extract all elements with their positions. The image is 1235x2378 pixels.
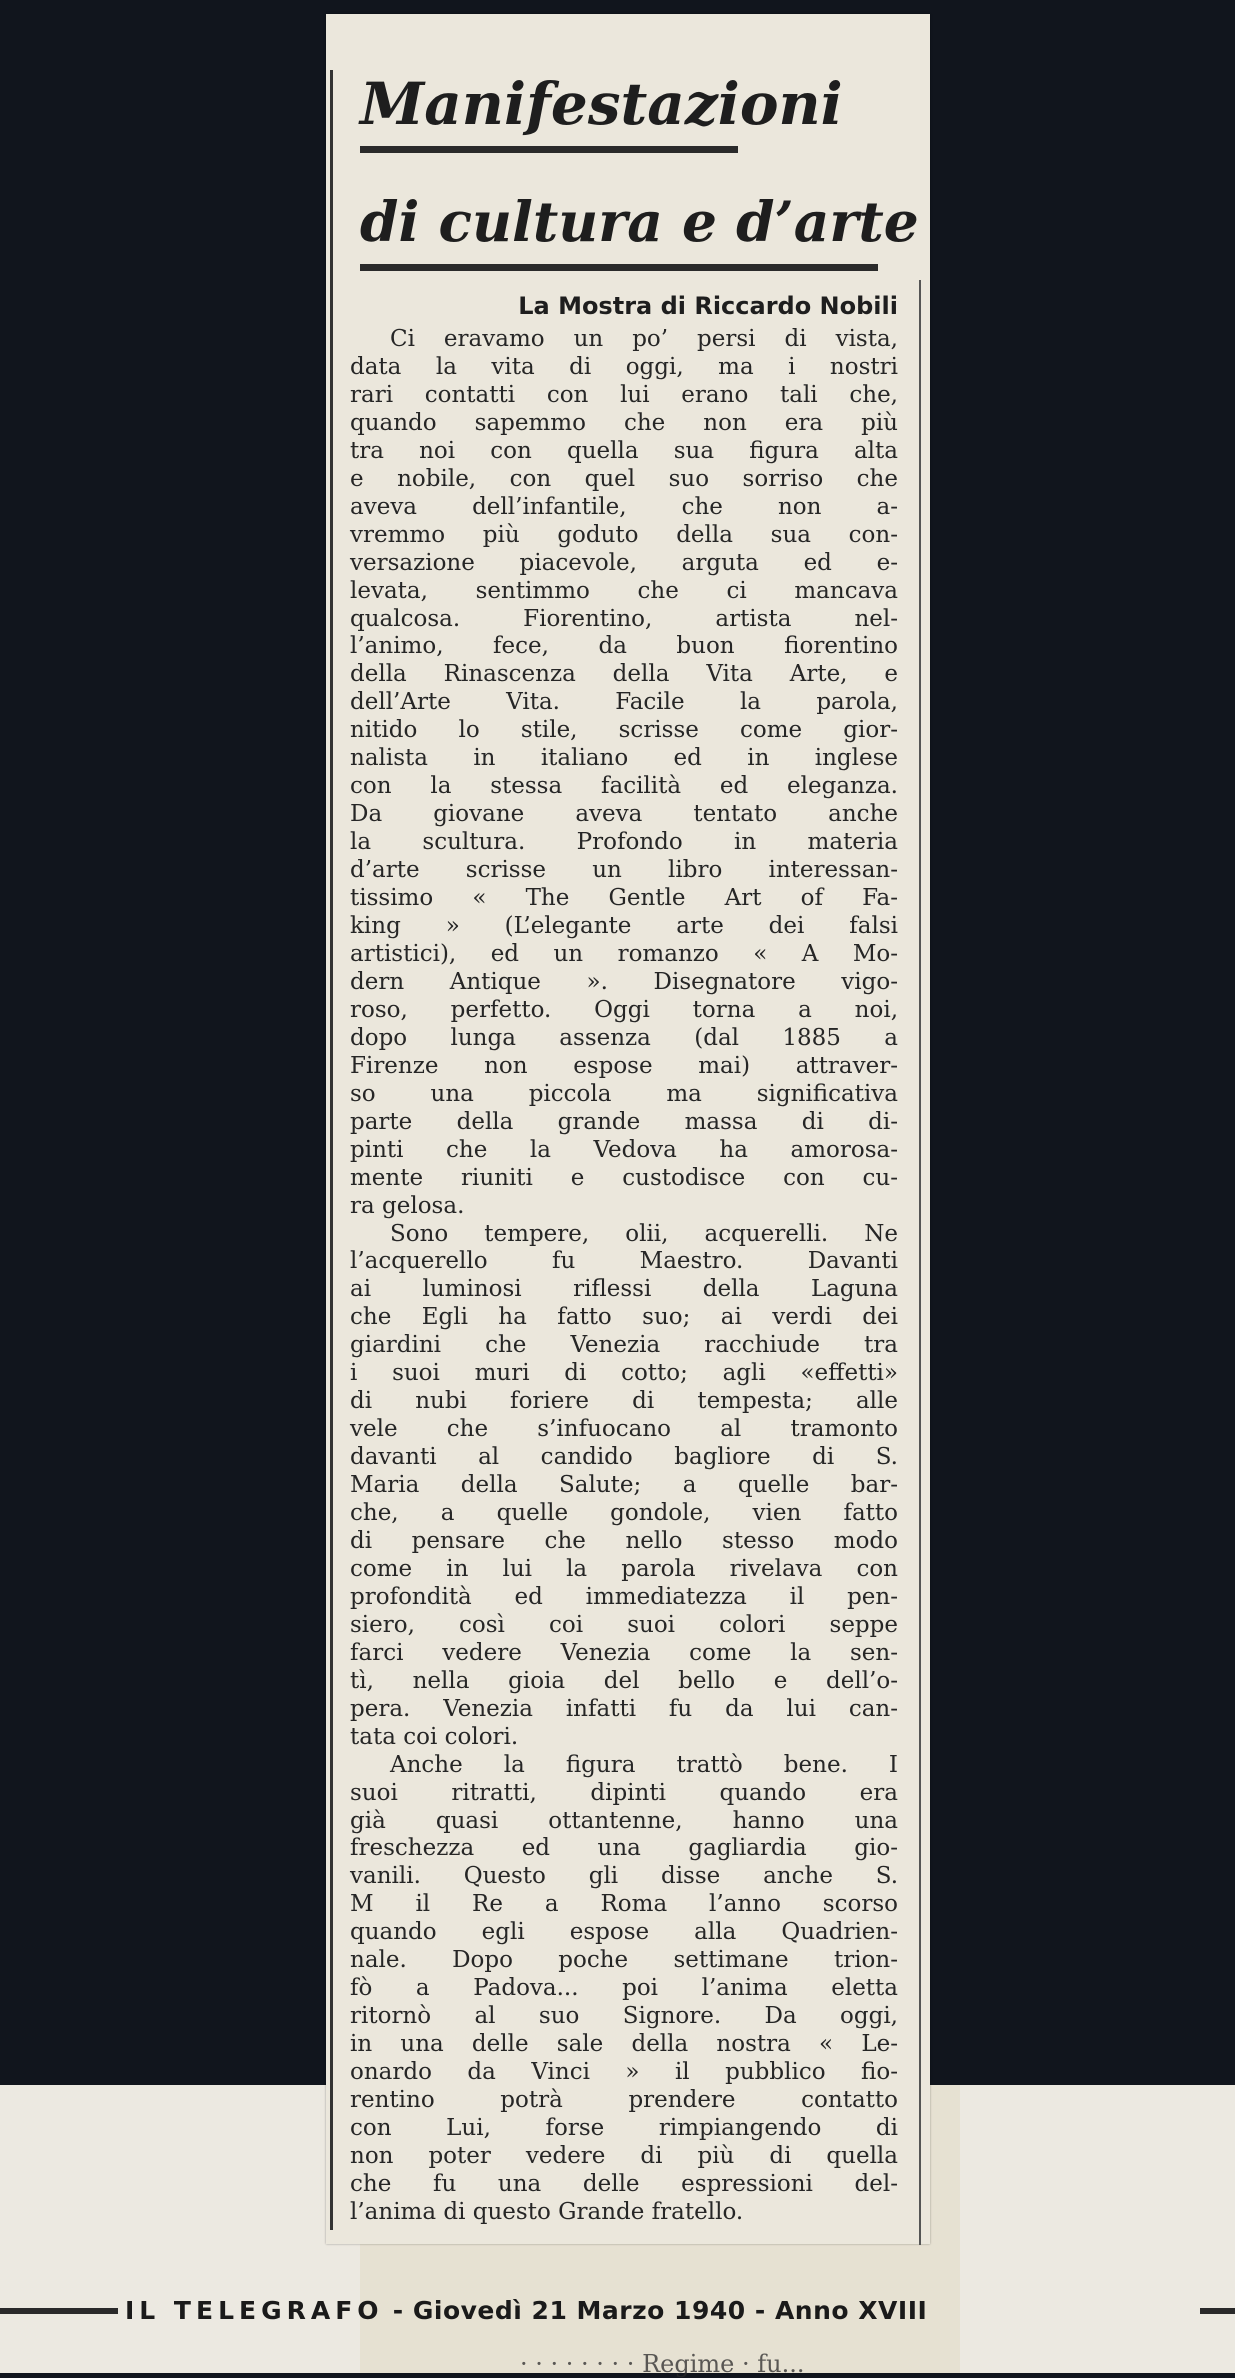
- article-line: ai luminosi riflessi della Laguna: [350, 1276, 898, 1303]
- article-line: dopo lunga assenza (dal 1885 a: [350, 1024, 898, 1051]
- newspaper-year: Anno XVIII: [774, 2296, 928, 2325]
- article-subtitle: La Mostra di Riccardo Nobili: [518, 292, 898, 320]
- article-line: vele che s’infuocano al tramonto: [350, 1416, 898, 1443]
- article-line: l’anima di questo Grande fratello.: [350, 2198, 744, 2225]
- footer-separator: -: [754, 2296, 766, 2325]
- article-line: pinti che la Vedova ha amorosa-: [350, 1136, 898, 1163]
- article-line: già quasi ottantenne, hanno una: [350, 1807, 898, 1834]
- newspaper-footer: [125, 2294, 927, 2328]
- article-line: rari contatti con lui erano tali che,: [350, 381, 898, 408]
- article-line: nalista in italiano ed in inglese: [350, 745, 898, 772]
- article-line: Ci eravamo un po’ persi di vista,: [390, 326, 898, 352]
- article-paragraph: [350, 326, 898, 1221]
- article-line: come in lui la parola rivelava con: [350, 1555, 898, 1582]
- footer-rule-right: [1200, 2308, 1235, 2314]
- article-line: tì, nella gioia del bello e dell’o-: [350, 1667, 898, 1694]
- article-line: artistici), ed un romanzo « A Mo-: [350, 940, 898, 967]
- article-line: mente riuniti e custodisce con cu-: [350, 1164, 898, 1191]
- article-line: levata, sentimmo che ci mancava: [350, 577, 898, 604]
- article-line: suoi ritratti, dipinti quando era: [350, 1779, 898, 1806]
- article-line: siero, così coi suoi colori seppe: [350, 1611, 898, 1638]
- article-line: profondità ed immediatezza il pen-: [350, 1583, 898, 1610]
- article-line: nitido lo stile, scrisse come gior-: [350, 717, 898, 744]
- article-line: ritornò al suo Signore. Da oggi,: [350, 2003, 898, 2030]
- article-line: rentino potrà prendere contatto: [350, 2087, 898, 2114]
- article-line: che, a quelle gondole, vien fatto: [350, 1500, 898, 1527]
- article-line: parte della grande massa di di-: [350, 1108, 898, 1135]
- newspaper-name: IL TELEGRAFO: [125, 2296, 384, 2325]
- article-line: di pensare che nello stesso modo: [350, 1527, 898, 1554]
- article-line: tra noi con quella sua figura alta: [350, 437, 898, 464]
- article-line: che Egli ha fatto suo; ai verdi dei: [350, 1304, 898, 1331]
- article-line: di nubi foriere di tempesta; alle: [350, 1388, 898, 1415]
- article-line: Da giovane aveva tentato anche: [350, 801, 898, 828]
- article-line: della Rinascenza della Vita Arte, e: [350, 661, 898, 688]
- newspaper-date: Giovedì 21 Marzo 1940: [412, 2296, 746, 2325]
- article-body: [350, 326, 898, 2227]
- article-line: quando egli espose alla Quadrien-: [350, 1919, 898, 1946]
- article-line: qualcosa. Fiorentino, artista nel-: [350, 605, 898, 632]
- article-line: Sono tempere, olii, acquerelli. Ne: [390, 1220, 898, 1247]
- article-line: nale. Dopo poche settimane trion-: [350, 1947, 898, 1974]
- article-line: la scultura. Profondo in materia: [350, 829, 898, 856]
- article-line: con la stessa facilità ed eleganza.: [350, 773, 898, 800]
- article-line: in una delle sale della nostra « Le-: [350, 2031, 898, 2058]
- article-line: l’animo, fece, da buon fiorentino: [350, 633, 898, 660]
- article-line: versazione piacevole, arguta ed e-: [350, 549, 898, 576]
- article-heading-line2: di cultura e d’arte: [360, 189, 919, 254]
- article-line: so una piccola ma significativa: [350, 1080, 898, 1107]
- article-line: Firenze non espose mai) attraver-: [350, 1052, 898, 1079]
- article-line: dell’Arte Vita. Facile la parola,: [350, 689, 898, 716]
- cut-off-text: · · · · · · · · Regime · fu...: [520, 2350, 805, 2378]
- article-line: vanili. Questo gli disse anche S.: [350, 1863, 898, 1890]
- article-line: quando sapemmo che non era più: [350, 409, 898, 436]
- article-line: davanti al candido bagliore di S.: [350, 1444, 898, 1471]
- article-line: M il Re a Roma l’anno scorso: [350, 1891, 898, 1918]
- article-line: tata coi colori.: [350, 1723, 519, 1750]
- heading-rule-2: [360, 264, 878, 271]
- article-line: pera. Venezia infatti fu da lui can-: [350, 1695, 898, 1722]
- article-line: d’arte scrisse un libro interessan-: [350, 857, 898, 884]
- article-line: Anche la figura trattò bene. I: [390, 1751, 898, 1778]
- article-paragraph: [350, 1752, 898, 2227]
- article-line: Maria della Salute; a quelle bar-: [350, 1472, 898, 1499]
- article-line: con Lui, forse rimpiangendo di: [350, 2115, 898, 2141]
- article-line: non poter vedere di più di quella: [350, 2142, 898, 2169]
- article-line: vremmo più goduto della sua con-: [350, 521, 898, 548]
- footer-rule-left: [0, 2308, 118, 2314]
- article-line: che fu una delle espressioni del-: [350, 2170, 898, 2197]
- article-paragraph: [350, 1221, 898, 1752]
- article-heading-line1: Manifestazioni: [360, 70, 843, 138]
- article-line: i suoi muri di cotto; agli «effetti»: [350, 1360, 898, 1387]
- article-line: e nobile, con quel suo sorriso che: [350, 465, 898, 492]
- heading-rule-1: [360, 146, 738, 153]
- column-rule-right: [919, 280, 921, 2245]
- article-line: freschezza ed una gagliardia gio-: [350, 1835, 898, 1862]
- column-rule-left: [330, 70, 333, 2230]
- article-line: l’acquerello fu Maestro. Davanti: [350, 1248, 898, 1275]
- article-line: farci vedere Venezia come la sen-: [350, 1639, 898, 1666]
- footer-separator: -: [392, 2296, 404, 2325]
- article-line: tissimo « The Gentle Art of Fa-: [350, 885, 898, 912]
- article-line: aveva dell’infantile, che non a-: [350, 493, 898, 520]
- article-line: data la vita di oggi, ma i nostri: [350, 353, 898, 380]
- article-line: giardini che Venezia racchiude tra: [350, 1332, 898, 1359]
- article-line: onardo da Vinci » il pubblico fio-: [350, 2059, 898, 2086]
- article-line: roso, perfetto. Oggi torna a noi,: [350, 996, 898, 1023]
- article-line: king » (L’elegante arte dei falsi: [350, 913, 898, 940]
- article-line: dern Antique ». Disegnatore vigo-: [350, 968, 898, 995]
- article-line: fò a Padova... poi l’anima eletta: [350, 1975, 898, 2002]
- article-line: ra gelosa.: [350, 1192, 465, 1219]
